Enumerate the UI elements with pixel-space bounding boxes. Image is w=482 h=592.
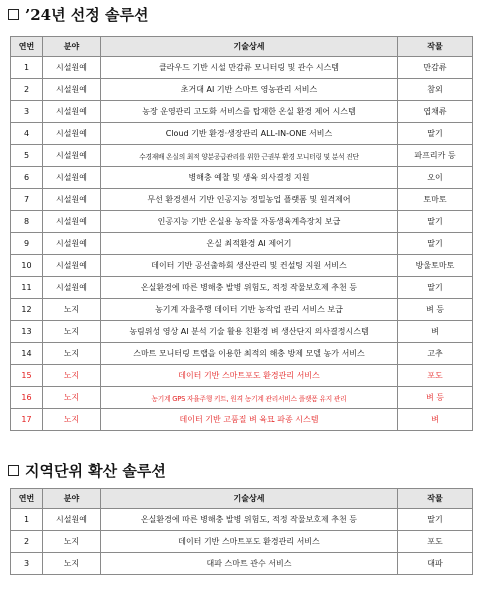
cell-crop: 엽채류 (398, 101, 473, 123)
table-row (11, 57, 473, 79)
cell-detail: 스마트 모니터링 트랩을 이용한 최적의 해충 방제 모델 농가 서비스 (101, 343, 398, 365)
table-row (11, 277, 473, 299)
cell-crop: 딸기 (398, 123, 473, 145)
table-header-row (11, 489, 473, 509)
cell-field: 시설원예 (43, 509, 101, 531)
cell-no: 10 (11, 255, 43, 277)
cell-crop: 딸기 (398, 211, 473, 233)
header-field: 분야 (43, 489, 101, 509)
cell-crop: 벼 (398, 321, 473, 343)
cell-no: 3 (11, 101, 43, 123)
table-row (11, 233, 473, 255)
cell-crop: 대파 (398, 553, 473, 575)
header-crop: 작물 (398, 489, 473, 509)
cell-field: 노지 (43, 409, 101, 431)
cell-no: 3 (11, 553, 43, 575)
section-title-solutions-2024 (8, 4, 148, 25)
header-no: 연번 (11, 37, 43, 57)
table-row (11, 189, 473, 211)
table-row (11, 211, 473, 233)
cell-no: 11 (11, 277, 43, 299)
cell-no: 17 (11, 409, 43, 431)
cell-field: 노지 (43, 365, 101, 387)
cell-field: 시설원예 (43, 145, 101, 167)
table-row (11, 167, 473, 189)
header-tech-detail: 기술상세 (101, 37, 398, 57)
cell-no: 14 (11, 343, 43, 365)
cell-field: 노지 (43, 387, 101, 409)
solutions-table-2024 (10, 36, 473, 431)
table-row (11, 255, 473, 277)
cell-no: 6 (11, 167, 43, 189)
header-field: 분야 (43, 37, 101, 57)
cell-detail: 무선 환경센서 기반 인공지능 정밀농업 플랫폼 및 원격제어 (101, 189, 398, 211)
cell-field: 노지 (43, 321, 101, 343)
cell-no: 2 (11, 531, 43, 553)
cell-detail: 데이터 기반 고품질 벼 육묘 파종 시스템 (101, 409, 398, 431)
cell-field: 시설원예 (43, 255, 101, 277)
table-row (11, 101, 473, 123)
cell-field: 시설원예 (43, 79, 101, 101)
table-row-highlighted (11, 387, 473, 409)
cell-detail: 병해충 예찰 및 생육 의사결정 지원 (101, 167, 398, 189)
cell-detail: 대파 스마트 관수 서비스 (101, 553, 398, 575)
checkbox-icon (8, 9, 19, 20)
table-row (11, 509, 473, 531)
cell-detail: 온실 최적환경 AI 제어기 (101, 233, 398, 255)
cell-crop: 딸기 (398, 233, 473, 255)
cell-no: 7 (11, 189, 43, 211)
cell-crop: 벼 (398, 409, 473, 431)
header-tech-detail: 기술상세 (101, 489, 398, 509)
cell-crop: 오이 (398, 167, 473, 189)
cell-field: 시설원예 (43, 233, 101, 255)
cell-no: 16 (11, 387, 43, 409)
cell-detail: 온실환경에 따른 병해충 발병 위험도, 적정 작물보호제 추천 등 (101, 509, 398, 531)
cell-crop: 고추 (398, 343, 473, 365)
cell-no: 4 (11, 123, 43, 145)
cell-field: 노지 (43, 343, 101, 365)
cell-field: 노지 (43, 531, 101, 553)
header-crop: 작물 (398, 37, 473, 57)
cell-no: 15 (11, 365, 43, 387)
table-row-highlighted (11, 365, 473, 387)
cell-field: 시설원예 (43, 123, 101, 145)
cell-field: 시설원예 (43, 167, 101, 189)
cell-field: 시설원예 (43, 277, 101, 299)
cell-detail: 클라우드 기반 시설 만감류 모니터링 및 관수 시스템 (101, 57, 398, 79)
table-row (11, 321, 473, 343)
cell-detail: 데이터 기반 공선출하회 생산관리 및 컨설팅 지원 서비스 (101, 255, 398, 277)
cell-field: 시설원예 (43, 101, 101, 123)
cell-detail: 농장 운영관리 고도화 서비스를 탑재한 온실 환경 제어 시스템 (101, 101, 398, 123)
cell-no: 13 (11, 321, 43, 343)
cell-detail: 수경재배 온실의 최적 양분공급관리를 위한 근권부 환경 모니터링 및 분석 진단 (101, 145, 398, 167)
cell-crop: 파프리카 등 (398, 145, 473, 167)
cell-detail: 초거대 AI 기반 스마트 영농관리 서비스 (101, 79, 398, 101)
cell-crop: 벼 등 (398, 299, 473, 321)
cell-no: 2 (11, 79, 43, 101)
cell-detail: Cloud 기반 환경·생장관리 ALL-IN-ONE 서비스 (101, 123, 398, 145)
table-row (11, 343, 473, 365)
cell-crop: 포도 (398, 365, 473, 387)
cell-no: 9 (11, 233, 43, 255)
cell-crop: 포도 (398, 531, 473, 553)
cell-no: 8 (11, 211, 43, 233)
cell-no: 1 (11, 57, 43, 79)
table-row (11, 145, 473, 167)
table-row (11, 553, 473, 575)
cell-crop: 방울토마토 (398, 255, 473, 277)
cell-detail: 농기계 GPS 자율주행 키트, 원격 농기계 관리서비스 플랫폼 유지 관리 (101, 387, 398, 409)
section-title-text: 지역단위 확산 솔루션 (25, 462, 166, 480)
header-no: 연번 (11, 489, 43, 509)
section-title-text: ’24년 선정 솔루션 (25, 6, 149, 24)
cell-crop: 딸기 (398, 277, 473, 299)
table-row (11, 79, 473, 101)
table-row (11, 299, 473, 321)
cell-detail: 농림위성 영상 AI 분석 기술 활용 친환경 벼 생산단지 의사결정시스템 (101, 321, 398, 343)
checkbox-icon (8, 465, 19, 476)
table-row-highlighted (11, 409, 473, 431)
cell-detail: 인공지능 기반 온실용 농작물 자동생육계측장치 보급 (101, 211, 398, 233)
cell-detail: 데이터 기반 스마트포도 환경관리 서비스 (101, 531, 398, 553)
cell-no: 5 (11, 145, 43, 167)
cell-crop: 토마토 (398, 189, 473, 211)
cell-field: 노지 (43, 553, 101, 575)
cell-crop: 벼 등 (398, 387, 473, 409)
section-title-regional-solutions (8, 460, 166, 481)
cell-detail: 온실환경에 따른 병해충 발병 위험도, 적정 작물보호제 추천 등 (101, 277, 398, 299)
cell-detail: 농기계 자율주행 데이터 기반 농작업 관리 서비스 보급 (101, 299, 398, 321)
cell-crop: 딸기 (398, 509, 473, 531)
cell-no: 12 (11, 299, 43, 321)
table-row (11, 531, 473, 553)
cell-field: 시설원예 (43, 189, 101, 211)
cell-crop: 참외 (398, 79, 473, 101)
cell-field: 시설원예 (43, 211, 101, 233)
cell-field: 노지 (43, 299, 101, 321)
cell-detail: 데이터 기반 스마트포도 환경관리 서비스 (101, 365, 398, 387)
table-header-row (11, 37, 473, 57)
cell-field: 시설원예 (43, 57, 101, 79)
cell-crop: 만감류 (398, 57, 473, 79)
table-row (11, 123, 473, 145)
regional-solutions-table (10, 488, 473, 575)
cell-no: 1 (11, 509, 43, 531)
